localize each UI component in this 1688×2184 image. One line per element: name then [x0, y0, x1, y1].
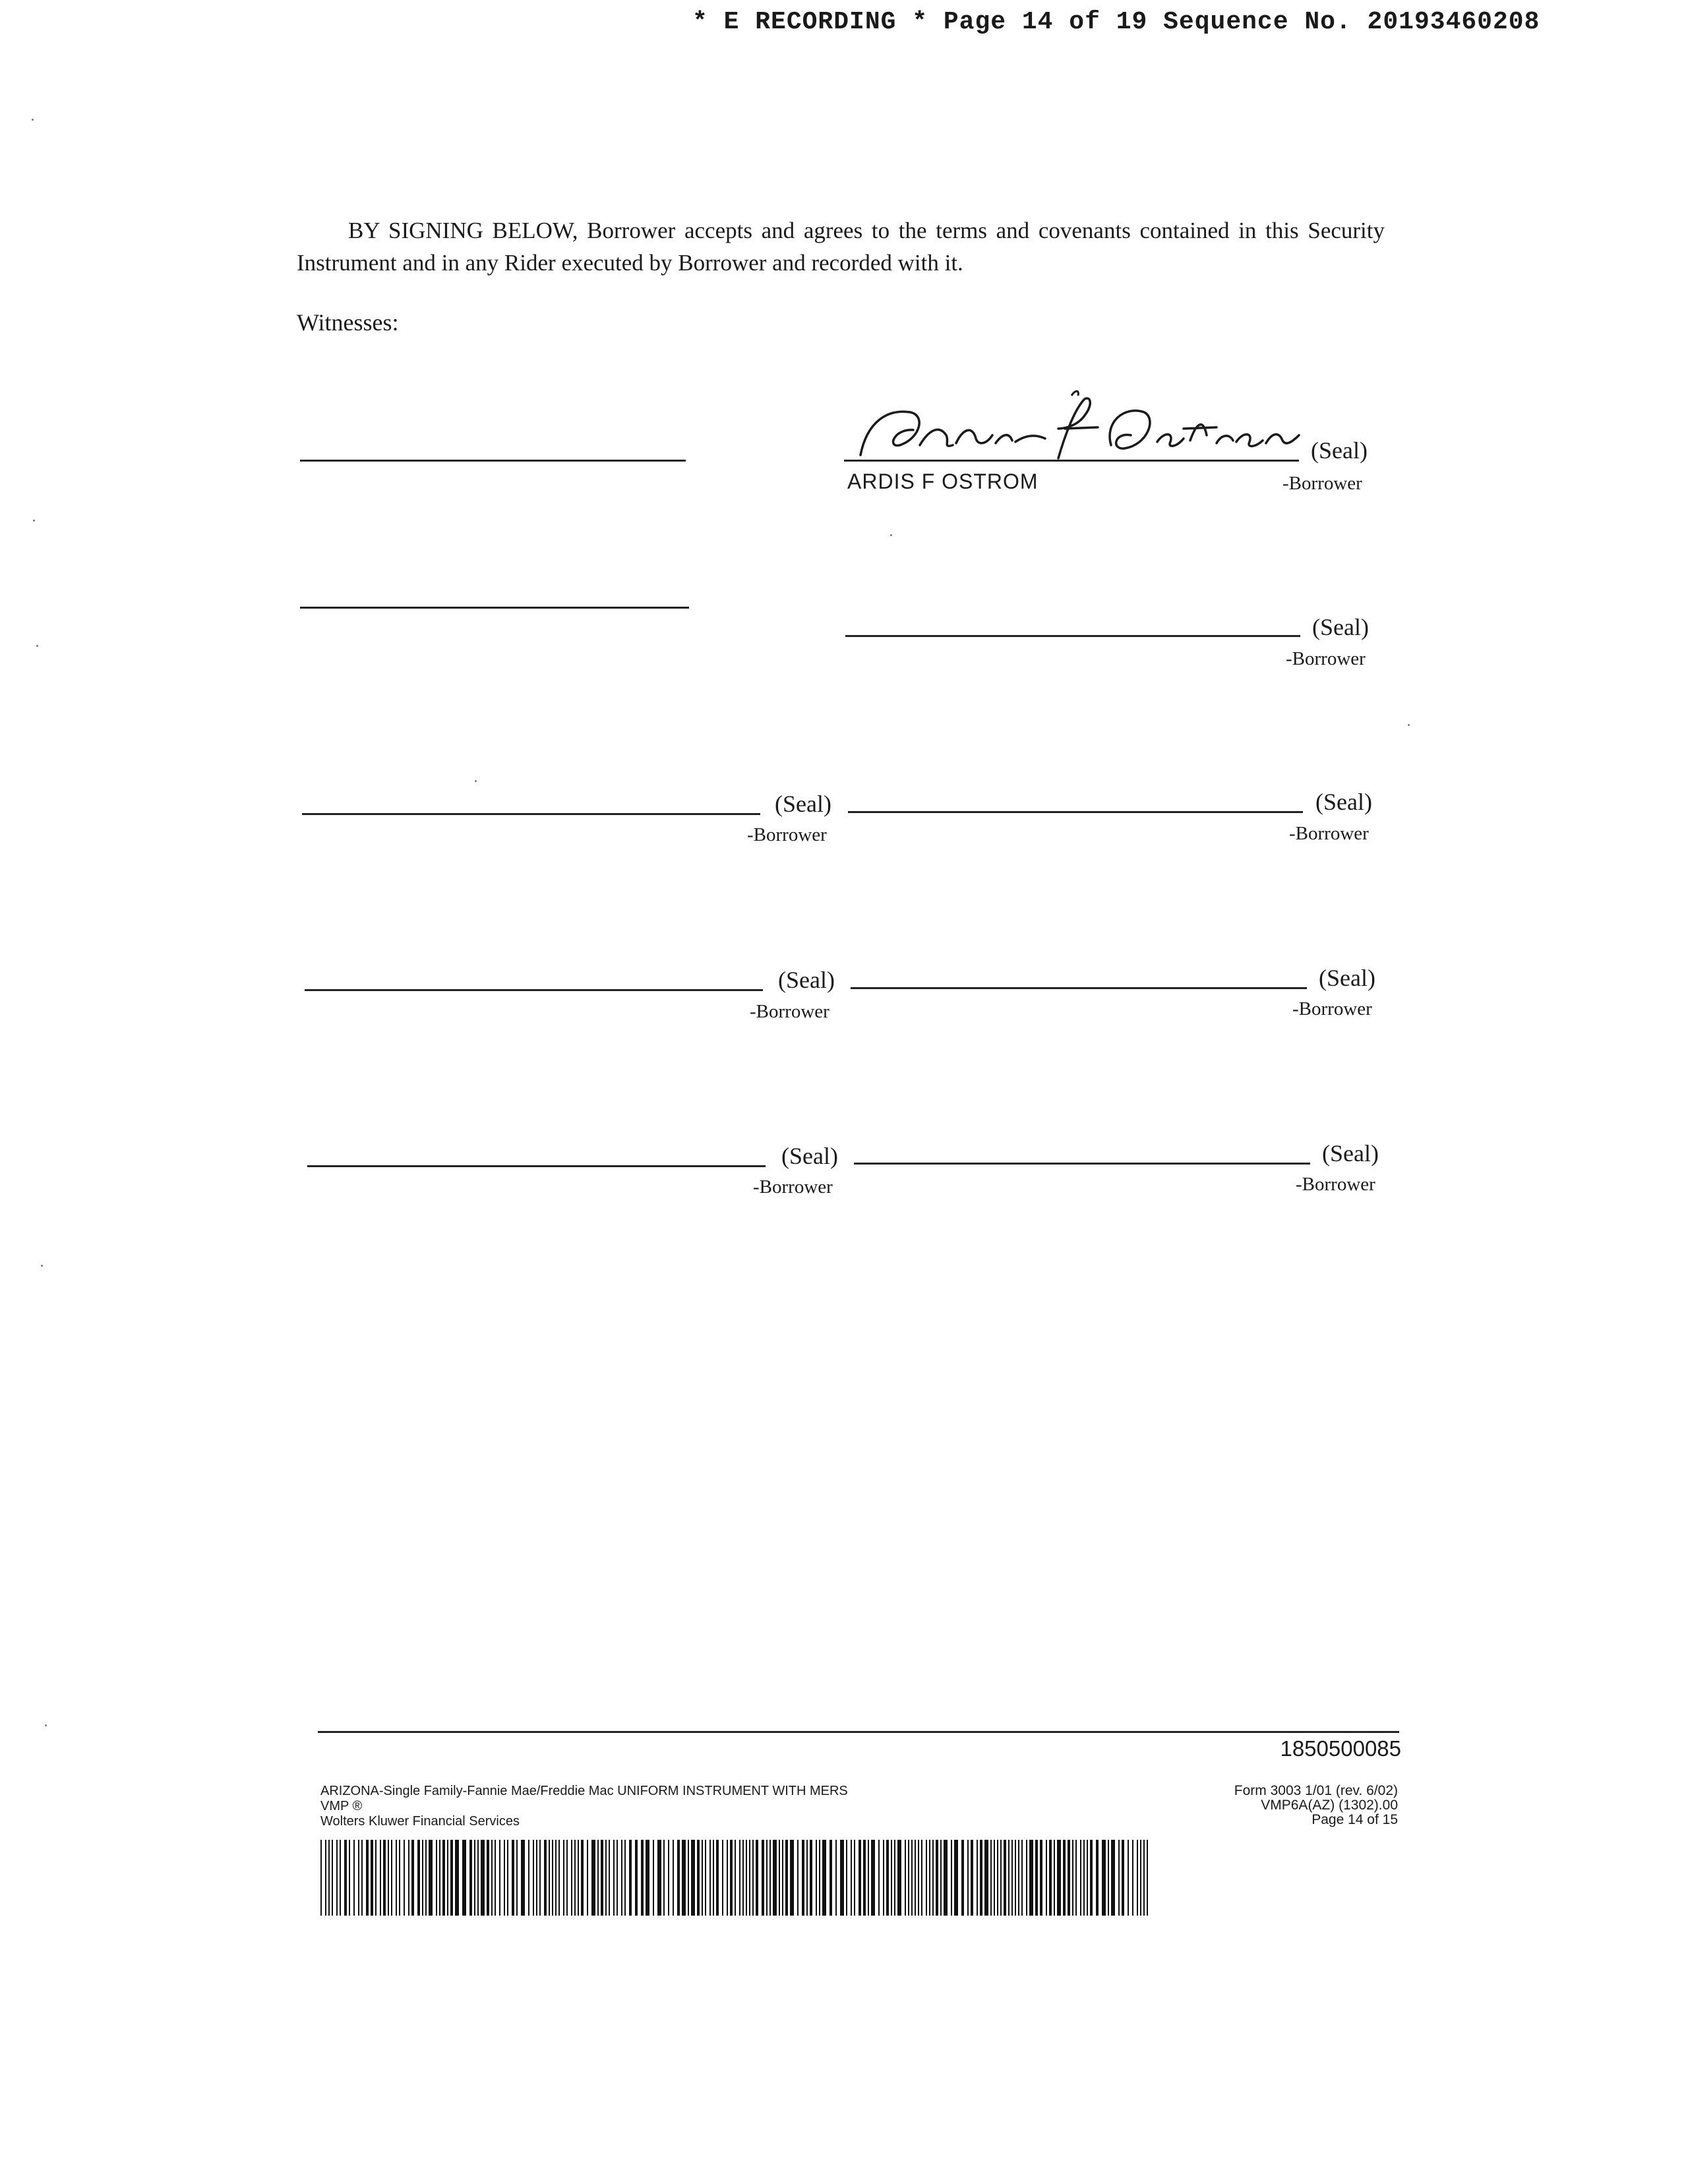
barcode-bar — [967, 1840, 969, 1916]
barcode-bar — [512, 1840, 514, 1916]
acceptance-text: BY SIGNING BELOW, Borrower accepts and agrees to the terms and covenants contained in this Security Instrument and in any Rider executed by Borrower and recorded with it. — [297, 218, 1385, 276]
barcode-bar — [891, 1840, 892, 1916]
barcode-bar — [495, 1840, 496, 1916]
barcode-bar — [563, 1840, 564, 1916]
barcode-bar — [474, 1840, 475, 1916]
scan-speck — [475, 780, 477, 782]
barcode-bar — [328, 1840, 330, 1916]
barcode-bar — [404, 1840, 405, 1916]
barcode-bar — [1026, 1840, 1027, 1916]
barcode-bar — [1018, 1840, 1019, 1916]
barcode-bar — [1147, 1840, 1148, 1916]
barcode-bar — [1080, 1840, 1081, 1916]
barcode-bar — [1096, 1840, 1099, 1916]
barcode-bar — [691, 1840, 695, 1916]
barcode-bar — [846, 1840, 847, 1916]
barcode-bar — [863, 1840, 866, 1916]
barcode-bar — [629, 1840, 632, 1916]
barcode-bar — [605, 1840, 607, 1916]
seal-label: (Seal) — [778, 967, 835, 993]
barcode-bar — [555, 1840, 557, 1916]
barcode-bar — [366, 1840, 369, 1916]
barcode-bar — [722, 1840, 723, 1916]
barcode-bar — [396, 1840, 397, 1916]
seal-label: (Seal) — [1311, 437, 1368, 464]
barcode-bar — [878, 1840, 880, 1916]
borrower-role: -Borrower — [1292, 998, 1372, 1019]
barcode-bar — [477, 1840, 479, 1916]
barcode-bar — [908, 1840, 909, 1916]
barcode-bar — [1057, 1840, 1061, 1916]
barcode-bar — [1054, 1840, 1055, 1916]
barcode-bar — [601, 1840, 603, 1916]
form-title: ARIZONA-Single Family-Fannie Mae/Freddie Mac UNIFORM INSTRUMENT WITH MERS — [320, 1784, 848, 1798]
scan-speck — [890, 534, 892, 536]
barcode-bar — [1021, 1840, 1023, 1916]
barcode-bar — [886, 1840, 889, 1916]
barcode-bar — [782, 1840, 783, 1916]
barcode-bar — [1102, 1840, 1106, 1916]
barcode-bar — [375, 1840, 377, 1916]
barcode-bar — [504, 1840, 505, 1916]
barcode-bar — [905, 1840, 906, 1916]
barcode-bar — [566, 1840, 568, 1916]
barcode-bar — [1004, 1840, 1006, 1916]
barcode-bar — [802, 1840, 804, 1916]
barcode-bar — [469, 1840, 472, 1916]
seal-label: (Seal) — [1315, 789, 1372, 815]
barcode-bar — [383, 1840, 386, 1916]
barcode-bar — [439, 1840, 440, 1916]
borrower-7-signature-line — [307, 1165, 766, 1167]
barcode-bar — [932, 1840, 934, 1916]
barcode-bar — [516, 1840, 518, 1916]
barcode-bar — [544, 1840, 547, 1916]
barcode-bar — [1040, 1840, 1042, 1916]
barcode-bar — [621, 1840, 622, 1916]
borrower-signature — [847, 382, 1309, 468]
barcode-bar — [752, 1840, 754, 1916]
barcode-bar — [646, 1840, 649, 1916]
barcode-bar — [391, 1840, 392, 1916]
barcode-bar — [571, 1840, 572, 1916]
barcode-bar — [921, 1840, 922, 1916]
barcode-bar — [713, 1840, 714, 1916]
barcode-bar — [349, 1840, 350, 1916]
barcode-bar — [653, 1840, 654, 1916]
barcode-bar — [730, 1840, 733, 1916]
barcode-bar — [944, 1840, 948, 1916]
borrower-role: -Borrower — [1286, 648, 1366, 669]
acceptance-paragraph — [297, 214, 1385, 279]
borrower-role: -Borrower — [1289, 823, 1369, 844]
seal-label: (Seal) — [781, 1143, 838, 1169]
barcode-bar — [1015, 1840, 1016, 1916]
barcode-bar — [822, 1840, 826, 1916]
borrower-5-signature-line — [305, 989, 763, 991]
document-barcode — [320, 1840, 1151, 1916]
barcode-bar — [806, 1840, 808, 1916]
barcode-bar — [1118, 1840, 1120, 1916]
borrower-4-signature-line — [848, 811, 1303, 813]
barcode-bar — [1075, 1840, 1077, 1916]
barcode-bar — [951, 1840, 952, 1916]
barcode-bar — [1128, 1840, 1129, 1916]
barcode-bar — [727, 1840, 728, 1916]
recording-stamp: * E RECORDING * Page 14 of 19 Sequence No. 20193460208 — [692, 8, 1540, 36]
barcode-bar — [320, 1840, 322, 1916]
barcode-bar — [353, 1840, 355, 1916]
barcode-bar — [442, 1840, 445, 1916]
barcode-bar — [358, 1840, 359, 1916]
borrower-3-signature-line — [302, 813, 760, 815]
barcode-bar — [1008, 1840, 1010, 1916]
footer-rule — [318, 1731, 1399, 1733]
barcode-bar — [578, 1840, 579, 1916]
barcode-bar — [851, 1840, 852, 1916]
barcode-bar — [558, 1840, 560, 1916]
barcode-bar — [336, 1840, 338, 1916]
barcode-bar — [1140, 1840, 1141, 1916]
barcode-bar — [613, 1840, 615, 1916]
seal-label: (Seal) — [1319, 965, 1375, 991]
borrower-role: -Borrower — [1282, 473, 1362, 494]
barcode-bar — [1068, 1840, 1070, 1916]
barcode-bar — [450, 1840, 453, 1916]
barcode-bar — [344, 1840, 347, 1916]
barcode-bar — [835, 1840, 837, 1916]
barcode-bar — [1011, 1840, 1013, 1916]
barcode-bar — [340, 1840, 341, 1916]
barcode-bar — [663, 1840, 665, 1916]
borrower-role: -Borrower — [753, 1176, 833, 1198]
barcode-bar — [417, 1840, 420, 1916]
barcode-bar — [990, 1840, 992, 1916]
barcode-bar — [1029, 1840, 1033, 1916]
borrower-2-signature-line — [845, 635, 1300, 637]
barcode-bar — [481, 1840, 485, 1916]
barcode-bar — [705, 1840, 706, 1916]
barcode-bar — [977, 1840, 978, 1916]
borrower-1-signature-line — [844, 460, 1299, 462]
barcode-bar — [773, 1840, 777, 1916]
seal-label: (Seal) — [1322, 1140, 1379, 1167]
barcode-bar — [897, 1840, 901, 1916]
barcode-bar — [1122, 1840, 1124, 1916]
barcode-bar — [380, 1840, 381, 1916]
scan-speck — [36, 645, 38, 647]
barcode-bar — [1000, 1840, 1002, 1916]
barcode-bar — [635, 1840, 638, 1916]
barcode-bar — [507, 1840, 508, 1916]
form-page-number: Page 14 of 15 — [1311, 1812, 1398, 1827]
barcode-bar — [797, 1840, 799, 1916]
witness-line-2 — [300, 607, 689, 609]
barcode-bar — [915, 1840, 916, 1916]
form-description — [320, 1784, 848, 1829]
barcode-bar — [1087, 1840, 1088, 1916]
barcode-bar — [810, 1840, 812, 1916]
barcode-bar — [673, 1840, 674, 1916]
barcode-bar — [533, 1840, 534, 1916]
barcode-bar — [1049, 1840, 1052, 1916]
barcode-bar — [1137, 1840, 1138, 1916]
barcode-bar — [756, 1840, 758, 1916]
barcode-bar — [617, 1840, 618, 1916]
barcode-bar — [742, 1840, 744, 1916]
form-code: VMP6A(AZ) (1302).00 — [1261, 1798, 1398, 1813]
barcode-bar — [641, 1840, 644, 1916]
scan-speck — [41, 1265, 43, 1267]
barcode-bar — [749, 1840, 750, 1916]
borrower-printed-name: ARDIS F OSTROM — [847, 470, 1039, 493]
barcode-bar — [746, 1840, 747, 1916]
barcode-bar — [997, 1840, 998, 1916]
barcode-bar — [587, 1840, 588, 1916]
barcode-bar — [1072, 1840, 1073, 1916]
barcode-bar — [677, 1840, 680, 1916]
scan-speck — [32, 119, 34, 121]
form-identifier — [1121, 1784, 1398, 1827]
barcode-bar — [552, 1840, 553, 1916]
barcode-bar — [929, 1840, 930, 1916]
barcode-bar — [1111, 1840, 1115, 1916]
barcode-bar — [528, 1840, 529, 1916]
scan-speck — [1408, 724, 1410, 726]
barcode-bar — [829, 1840, 832, 1916]
barcode-bar — [840, 1840, 844, 1916]
barcode-bar — [436, 1840, 437, 1916]
barcode-bar — [940, 1840, 942, 1916]
barcode-bar — [1108, 1840, 1109, 1916]
barcode-bar — [739, 1840, 740, 1916]
loan-number: 1850500085 — [1280, 1736, 1401, 1761]
witnesses-label: Witnesses: — [297, 309, 399, 336]
seal-label: (Seal) — [775, 791, 831, 817]
barcode-bar — [539, 1840, 541, 1916]
barcode-bar — [926, 1840, 927, 1916]
barcode-bar — [854, 1840, 855, 1916]
borrower-role: -Borrower — [747, 824, 827, 845]
barcode-bar — [762, 1840, 764, 1916]
barcode-bar — [591, 1840, 595, 1916]
barcode-bar — [624, 1840, 626, 1916]
barcode-bar — [422, 1840, 423, 1916]
seal-label: (Seal) — [1312, 614, 1369, 640]
barcode-bar — [716, 1840, 719, 1916]
barcode-bar — [709, 1840, 711, 1916]
barcode-bar — [371, 1840, 373, 1916]
barcode-bar — [462, 1840, 466, 1916]
barcode-bar — [429, 1840, 433, 1916]
barcode-bar — [1083, 1840, 1085, 1916]
barcode-bar — [980, 1840, 982, 1916]
barcode-bar — [994, 1840, 995, 1916]
barcode-bar — [954, 1840, 958, 1916]
barcode-bar — [455, 1840, 459, 1916]
barcode-bar — [859, 1840, 861, 1916]
barcode-bar — [574, 1840, 576, 1916]
barcode-bar — [911, 1840, 913, 1916]
barcode-bar — [871, 1840, 875, 1916]
barcode-bar — [549, 1840, 550, 1916]
barcode-bar — [702, 1840, 703, 1916]
scan-speck — [33, 520, 35, 522]
borrower-role: -Borrower — [750, 1001, 829, 1022]
barcode-bar — [447, 1840, 448, 1916]
barcode-bar — [657, 1840, 661, 1916]
barcode-bar — [325, 1840, 326, 1916]
barcode-bar — [883, 1840, 884, 1916]
barcode-bar — [816, 1840, 817, 1916]
barcode-bar — [536, 1840, 537, 1916]
barcode-bar — [688, 1840, 689, 1916]
barcode-bar — [766, 1840, 768, 1916]
vmp-mark: VMP ® — [320, 1799, 363, 1813]
barcode-bar — [769, 1840, 771, 1916]
barcode-bar — [1063, 1840, 1066, 1916]
barcode-bar — [779, 1840, 780, 1916]
barcode-bar — [918, 1840, 919, 1916]
borrower-8-signature-line — [854, 1163, 1310, 1165]
barcode-bar — [332, 1840, 333, 1916]
scan-speck — [45, 1724, 47, 1726]
barcode-bar — [682, 1840, 686, 1916]
barcode-bar — [697, 1840, 700, 1916]
barcode-bar — [597, 1840, 599, 1916]
barcode-bar — [868, 1840, 869, 1916]
barcode-bar — [425, 1840, 427, 1916]
barcode-bar — [936, 1840, 938, 1916]
witness-line-1 — [300, 460, 686, 462]
barcode-bar — [1035, 1840, 1038, 1916]
barcode-bar — [1046, 1840, 1047, 1916]
barcode-bar — [361, 1840, 363, 1916]
barcode-bar — [411, 1840, 414, 1916]
barcode-bar — [984, 1840, 988, 1916]
borrower-6-signature-line — [851, 987, 1307, 989]
barcode-bar — [499, 1840, 500, 1916]
barcode-bar — [894, 1840, 895, 1916]
barcode-bar — [521, 1840, 525, 1916]
borrower-role: -Borrower — [1296, 1174, 1375, 1195]
barcode-bar — [819, 1840, 820, 1916]
barcode-bar — [1090, 1840, 1093, 1916]
publisher-name: Wolters Kluwer Financial Services — [320, 1814, 520, 1829]
barcode-bar — [668, 1840, 669, 1916]
form-number: Form 3003 1/01 (rev. 6/02) — [1234, 1783, 1398, 1798]
barcode-bar — [790, 1840, 794, 1916]
barcode-bar — [581, 1840, 584, 1916]
barcode-bar — [388, 1840, 389, 1916]
barcode-bar — [399, 1840, 400, 1916]
barcode-bar — [609, 1840, 610, 1916]
barcode-bar — [735, 1840, 736, 1916]
barcode-bar — [487, 1840, 489, 1916]
barcode-bar — [1143, 1840, 1145, 1916]
barcode-bar — [408, 1840, 409, 1916]
barcode-bar — [961, 1840, 964, 1916]
barcode-bar — [971, 1840, 973, 1916]
barcode-bar — [491, 1840, 493, 1916]
barcode-bar — [785, 1840, 788, 1916]
barcode-bar — [1132, 1840, 1133, 1916]
